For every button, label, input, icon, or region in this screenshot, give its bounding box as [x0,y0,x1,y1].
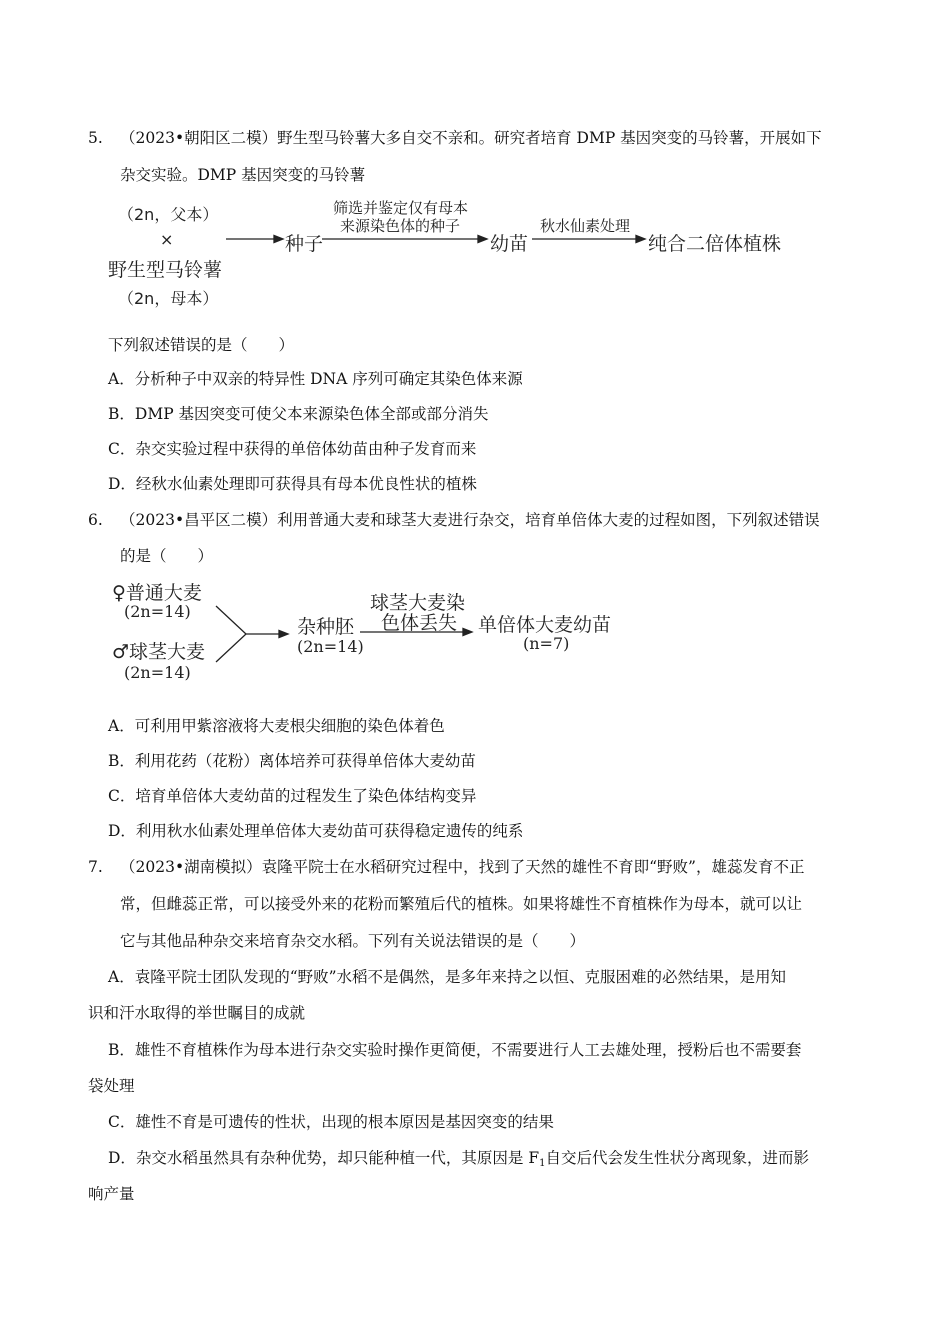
q5-arrow1-top1: 筛选并鉴定仅有母本 [333,199,469,217]
q7-option-d-line1[interactable] [108,1148,809,1174]
q5-prompt: 下列叙述错误的是（ ） [108,336,295,354]
q5-number: 5. [88,129,103,147]
q5-seed-label: 种子 [285,233,324,255]
q6-option-a[interactable]: A．可利用甲紫溶液将大麦根尖细胞的染色体着色 [108,717,445,735]
q7-option-c[interactable]: C．雄性不育是可遗传的性状，出现的根本原因是基因突变的结果 [108,1113,554,1131]
q5-stem-line2: 杂交实验。DMP 基因突变的马铃薯 [120,166,366,184]
q6-stem-line2: 的是（ ） [120,547,214,565]
q6-option-c[interactable]: C．培育单倍体大麦幼苗的过程发生了染色体结构变异 [108,787,477,805]
q6-option-b[interactable]: B．利用花药（花粉）离体培养可获得单倍体大麦幼苗 [108,752,476,770]
q6-hybrid-label: 杂种胚 [297,616,355,638]
q6-arrow-top1: 球茎大麦染 [370,592,466,614]
q7-stem-line1: （2023•湖南模拟）袁隆平院士在水稻研究过程中，找到了天然的雄性不育即“野败”，雄蕊发育不正 [120,858,805,876]
q7-number: 7. [88,858,103,876]
q7-option-a-line2: 识和汗水取得的举世瞩目的成就 [88,1004,306,1022]
q5-stem-line1: （2023•朝阳区二模）野生型马铃薯大多自交不亲和。研究者培育 DMP 基因突变的马铃薯，开展如下 [120,129,822,147]
q5-arrow2-top: 秋水仙素处理 [540,217,631,235]
q7-option-b-line1[interactable]: B．雄性不育植株作为母本进行杂交实验时操作更简便，不需要进行人工去雄处理，授粉后也不需要套 [108,1041,802,1059]
q5-cross-symbol: × [160,230,174,249]
q7-stem-line2: 常，但雌蕊正常，可以接受外来的花粉而繁殖后代的植株。如果将雄性不育植株作为母本，就可以让 [120,895,803,913]
q5-option-b[interactable]: B．DMP 基因突变可使父本来源染色体全部或部分消失 [108,405,489,423]
q6-female-label: ♀普通大麦 [112,582,202,604]
q7-option-d-text-a: D．杂交水稻虽然具有杂种优势，却只能种植一代，其原因是 F [108,1149,540,1167]
q6-male-chromosomes: (2n=14) [124,663,191,682]
q6-arrow-top2: 色体丢失 [381,612,458,634]
q5-seedling-label: 幼苗 [490,233,529,255]
q5-arrow1-top2: 来源染色体的种子 [340,217,461,235]
q7-stem-line3: 它与其他品种杂交来培育杂交水稻。下列有关说法错误的是（ ） [120,932,586,950]
q6-female-chromosomes: (2n=14) [124,602,191,621]
q5-mother-label: （2n，母本） [118,289,219,308]
q5-father-label: （2n，父本） [118,205,219,224]
q7-option-d-line2: 响产量 [88,1185,135,1203]
q6-haploid-label: 单倍体大麦幼苗 [478,614,612,636]
q6-male-label: ♂球茎大麦 [112,641,206,663]
q7-option-d-text-b: 自交后代会发生性状分离现象，进而影 [545,1149,810,1167]
q5-option-a[interactable]: A．分析种子中双亲的特异性 DNA 序列可确定其染色体来源 [108,370,523,388]
q6-hybrid-chromosomes: (2n=14) [297,637,364,656]
q5-wild-label: 野生型马铃薯 [108,259,223,281]
q5-option-d[interactable]: D．经秋水仙素处理即可获得具有母本优良性状的植株 [108,475,477,493]
q7-option-b-line2: 袋处理 [88,1077,135,1095]
q6-option-d[interactable]: D．利用秋水仙素处理单倍体大麦幼苗可获得稳定遗传的纯系 [108,822,524,840]
q6-stem-line1: （2023•昌平区二模）利用普通大麦和球茎大麦进行杂交，培育单倍体大麦的过程如图，下列叙述错误 [120,511,820,529]
q6-haploid-chromosomes: (n=7) [523,634,570,653]
q7-option-d-subscript: 1 [539,1158,546,1169]
q6-number: 6. [88,511,103,529]
q5-option-c[interactable]: C．杂交实验过程中获得的单倍体幼苗由种子发育而来 [108,440,477,458]
q7-option-a-line1[interactable]: A．袁隆平院士团队发现的“野败”水稻不是偶然，是多年来持之以恒、克服困难的必然结果，是用知 [108,968,787,986]
q5-result-label: 纯合二倍体植株 [648,233,782,255]
